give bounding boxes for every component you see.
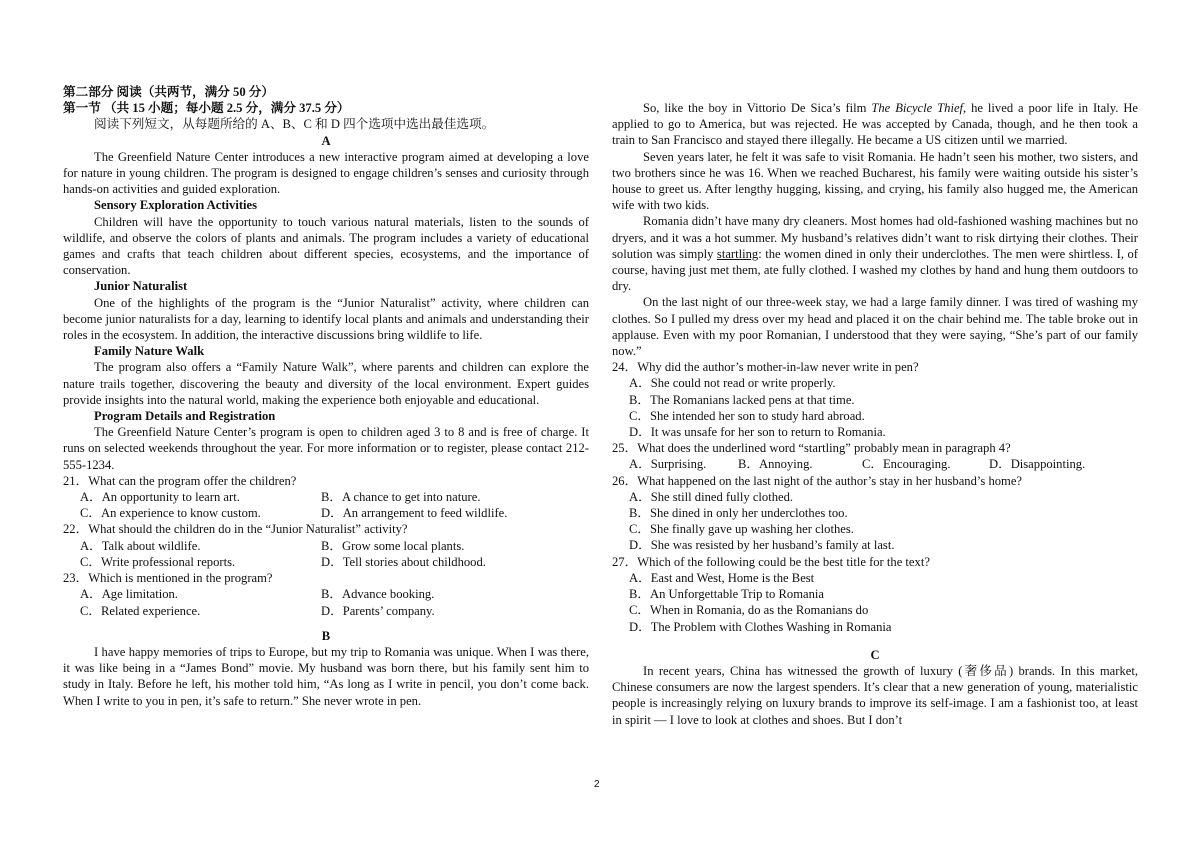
option-25d: D．Disappointing. [989, 457, 1086, 472]
passage-a-heading-4: Program Details and Registration [94, 409, 276, 424]
option-26c: C．She finally gave up washing her clothes. [629, 522, 854, 537]
question-27: 27．Which of the following could be the best title for the text? [612, 554, 930, 569]
option-21d: D．An arrangement to feed wildlife. [321, 506, 508, 521]
option-24c: C．She intended her son to study hard abroad. [629, 408, 865, 423]
option-21b: B．A chance to get into nature. [321, 490, 481, 505]
option-26a: A．She still dined fully clothed. [629, 489, 794, 504]
passage-c-letter: C [870, 647, 880, 662]
passage-b-letter: B [321, 628, 331, 643]
film-title: The Bicycle Thief, [871, 101, 967, 115]
passage-b-paragraph-5: On the last night of our three-week stay, we had a large family dinner. I was tired of washing my clothes. So I pulled my dress over my head and placed it on the chair behind me. The table broke out in applause. Even with my poor Romanian, I understood that they were saying, “She’s part of our family now.” [612, 295, 1138, 359]
option-27c: C．When in Romania, do as the Romanians do [629, 603, 869, 618]
underlined-word: startling [716, 246, 759, 261]
option-23b: B．Advance booking. [321, 587, 435, 602]
question-22: 22．What should the children do in the “Junior Naturalist” activity? [63, 522, 408, 537]
passage-b-paragraph-4: Romania didn’t have many dry cleaners. Most homes had old-fashioned washing machines but no dryers, and it was a hot summer. My husband’s relatives didn’t want to risk dirtying their clothes. Their solution was simply startling: the women dined in only their underclothes. The men were shirtless. I, of course, having just met them, ate fully clothed. I washed my clothes by hand and hung them outdoors to dry. [612, 214, 1138, 294]
question-25: 25．What does the underlined word “startling” probably mean in paragraph 4? [612, 441, 1011, 456]
option-23a: A．Age limitation. [80, 587, 178, 602]
passage-a-paragraph-3: The program also offers a “Family Nature Walk”, where parents and children can explore the nature trails together, discovering the beauty and diversity of the local environment. Expert guides provide insights into the natural world, making the experience both enjoyable and educational. [63, 360, 589, 407]
part-heading: 第二部分 阅读（共两节，满分 50 分） [63, 85, 274, 99]
option-24a: A．She could not read or write properly. [629, 376, 836, 391]
right-column [612, 83, 1138, 728]
passage-a-paragraph-1: Children will have the opportunity to touch various natural materials, listen to the sounds of wildlife, and observe the colors of plants and animals. The program includes a variety of educational games and crafts that teach children about different species, ecosystems, and the importance of conservation. [63, 214, 589, 278]
passage-a-intro: The Greenfield Nature Center introduces a new interactive program aimed at developing a love for nature in young children. The program is designed to engage children’s senses and curiosity through hands-on activities and guided exploration. [63, 149, 589, 197]
section-heading: 第一节 （共 15 小题；每小题 2.5 分，满分 37.5 分） [63, 101, 350, 116]
passage-c-paragraph-1: In recent years, China has witnessed the growth of luxury (奢侈品) brands. In this market, Chinese consumers are now the largest spenders. It’s clear that a new generation of young, materialistic people is increasingly relying on luxury brands to improve its self-image. I am a fashionist too, at least in spirit — I love to look at clothes and shoes. But I don’t [612, 663, 1138, 727]
option-21a: A．An opportunity to learn art. [80, 490, 240, 505]
page-number: 2 [594, 779, 600, 790]
option-27d: D．The Problem with Clothes Washing in Romania [629, 619, 892, 634]
option-27a: A．East and West, Home is the Best [629, 570, 815, 585]
question-25-options [612, 456, 1138, 472]
option-24d: D．It was unsafe for her son to return to Romania. [629, 425, 886, 440]
question-24: 24．Why did the author’s mother-in-law never write in pen? [612, 360, 919, 375]
passage-a-paragraph-4: The Greenfield Nature Center’s program is open to children aged 3 to 8 and is free of charge. It runs on selected weekends throughout the year. For more information or to register, please contact 212-555-1234. [63, 425, 589, 472]
question-23: 23．Which is mentioned in the program? [63, 571, 273, 586]
option-26d: D．She was resisted by her husband’s family at last. [629, 538, 895, 553]
passage-a-paragraph-2: One of the highlights of the program is the “Junior Naturalist” activity, where children can become junior naturalists for a day, learning to identify local plants and animals and understanding their roles in the ecosystem. In addition, the interactive discussions bring wildlife to life. [63, 295, 589, 343]
option-25a: A．Surprising. [629, 457, 707, 472]
passage-a-heading-3: Family Nature Walk [94, 344, 205, 359]
option-21c: C．An experience to know custom. [80, 506, 261, 521]
option-22c: C．Write professional reports. [80, 554, 236, 569]
question-22-options [63, 538, 589, 570]
option-24b: B．The Romanians lacked pens at that time. [629, 392, 855, 407]
question-23-options [63, 586, 589, 618]
left-column [63, 84, 589, 709]
option-22a: A．Talk about wildlife. [80, 538, 201, 553]
passage-a-heading-1: Sensory Exploration Activities [94, 198, 258, 213]
instruction-text: 阅读下列短文，从每题所给的 A、B、C 和 D 四个选项中选出最佳选项。 [94, 117, 495, 132]
option-25c: C．Encouraging. [862, 457, 951, 472]
question-21-options [63, 489, 589, 521]
question-21: 21．What can the program offer the children? [63, 473, 297, 488]
option-23d: D．Parents’ company. [321, 603, 435, 618]
passage-b-paragraph-2: So, like the boy in Vittorio De Sica’s film The Bicycle Thief, he lived a poor life in Italy. He applied to go to America, but was rejected. He was accepted by Canada, though, and he then took a train to San Francisco and stayed there illegally. He became a US citizen until we married. [612, 101, 1139, 148]
passage-a-letter: A [321, 133, 331, 148]
option-26b: B．She dined in only her underclothes too. [629, 506, 848, 521]
option-25b: B．Annoying. [738, 457, 813, 472]
passage-b-paragraph-3: Seven years later, he felt it was safe to visit Romania. He hadn’t seen his mother, two sisters, and two brothers since he was 16. When we reached Bucharest, his family were waiting outside his sister’s house to greet us. After lengthy hugging, kissing, and crying, his family also hugged me, the American wife with two kids. [612, 149, 1138, 213]
passage-b-paragraph-1: I have happy memories of trips to Europe, but my trip to Romania was unique. When I was there, it was like being in a “James Bond” movie. My husband was born there, but his family sent him to study in Italy. Before he left, his mother told him, “As long as I write in pencil, you don’t come back. When I write to you in pen, it’s safe to return.” She never wrote in pen. [63, 644, 589, 708]
option-23c: C．Related experience. [80, 603, 201, 618]
question-26: 26．What happened on the last night of the author’s stay in her husband’s home? [612, 473, 1023, 488]
option-22d: D．Tell stories about childhood. [321, 554, 486, 569]
option-22b: B．Grow some local plants. [321, 538, 465, 553]
option-27b: B．An Unforgettable Trip to Romania [629, 587, 824, 602]
passage-a-heading-2: Junior Naturalist [94, 279, 188, 294]
